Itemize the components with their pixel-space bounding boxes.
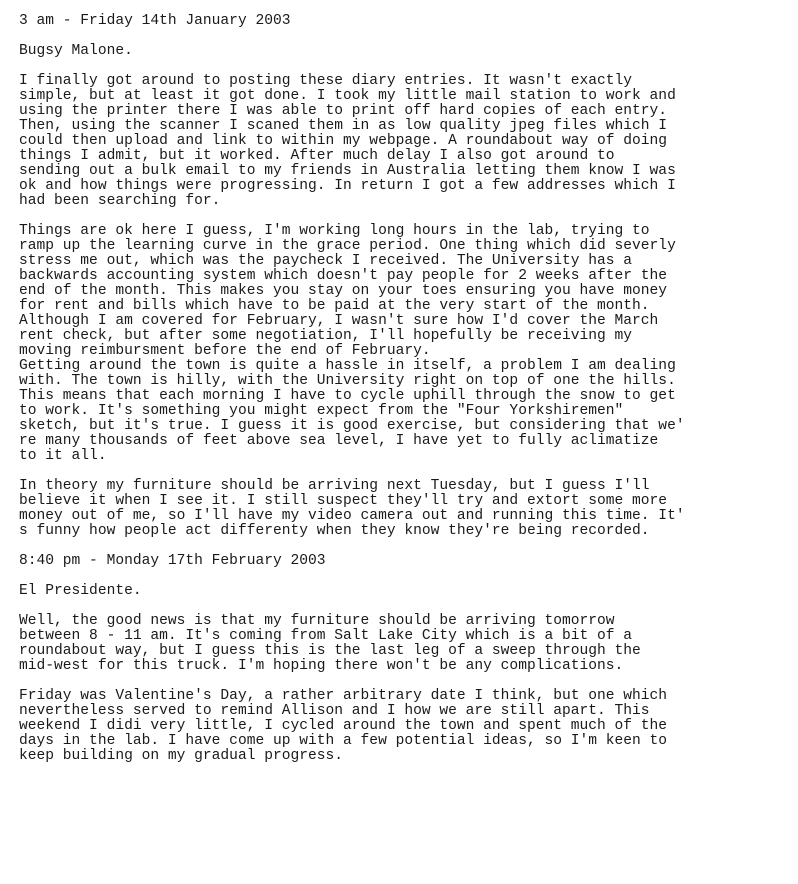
text-line: Getting around the town is quite a hassle in itself, a problem I am dealing bbox=[19, 358, 676, 374]
entry-paragraph bbox=[19, 74, 789, 209]
text-line: nevertheless served to remind Allison and I how we are still apart. This bbox=[19, 703, 650, 719]
text-line: sketch, but it's true. I guess it is good exercise, but considering that we' bbox=[19, 418, 685, 434]
entry-paragraph bbox=[19, 689, 789, 764]
text-line: Although I am covered for February, I wasn't sure how I'd cover the March bbox=[19, 313, 659, 329]
text-line: roundabout way, but I guess this is the last leg of a sweep through the bbox=[19, 643, 641, 659]
text-line: stress me out, which was the paycheck I received. The University has a bbox=[19, 253, 633, 269]
text-line: rent check, but after some negotiation, I'll hopefully be receiving my bbox=[19, 328, 633, 344]
text-line: Friday was Valentine's Day, a rather arbitrary date I think, but one which bbox=[19, 688, 668, 704]
entry-greeting: Bugsy Malone. bbox=[19, 43, 133, 59]
entry-heading: 3 am - Friday 14th January 2003 bbox=[19, 13, 291, 29]
entry-paragraph bbox=[19, 224, 789, 359]
text-line: ramp up the learning curve in the grace period. One thing which did severly bbox=[19, 238, 676, 254]
text-line: sending out a bulk email to my friends in Australia letting them know I was bbox=[19, 163, 676, 179]
diary-entry bbox=[19, 14, 789, 539]
text-line: believe it when I see it. I still suspect they'll try and extort some more bbox=[19, 493, 668, 509]
entry-paragraph bbox=[19, 359, 789, 464]
text-line: moving reimbursment before the end of February. bbox=[19, 343, 431, 359]
text-line: re many thousands of feet above sea level, I have yet to fully aclimatize bbox=[19, 433, 659, 449]
text-line: between 8 - 11 am. It's coming from Salt Lake City which is a bit of a bbox=[19, 628, 633, 644]
text-line: mid-west for this truck. I'm hoping there won't be any complications. bbox=[19, 658, 624, 674]
text-line: could then upload and link to within my webpage. A roundabout way of doing bbox=[19, 133, 668, 149]
text-line: Things are ok here I guess, I'm working long hours in the lab, trying to bbox=[19, 223, 650, 239]
text-line: Well, the good news is that my furniture should be arriving tomorrow bbox=[19, 613, 615, 629]
text-line: keep building on my gradual progress. bbox=[19, 748, 344, 764]
text-line: money out of me, so I'll have my video camera out and running this time. It' bbox=[19, 508, 685, 524]
entry-heading: 8:40 pm - Monday 17th February 2003 bbox=[19, 553, 326, 569]
diary-page bbox=[19, 14, 789, 779]
text-line: using the printer there I was able to print off hard copies of each entry. bbox=[19, 103, 668, 119]
text-line: backwards accounting system which doesn't pay people for 2 weeks after the bbox=[19, 268, 668, 284]
text-line: to it all. bbox=[19, 448, 107, 464]
text-line: days in the lab. I have come up with a few potential ideas, so I'm keen to bbox=[19, 733, 668, 749]
text-line: Then, using the scanner I scaned them in as low quality jpeg files which I bbox=[19, 118, 668, 134]
text-line: s funny how people act differenty when they know they're being recorded. bbox=[19, 523, 650, 539]
text-line: things I admit, but it worked. After much delay I also got around to bbox=[19, 148, 615, 164]
text-line: end of the month. This makes you stay on your toes ensuring you have money bbox=[19, 283, 668, 299]
entry-paragraph bbox=[19, 479, 789, 539]
text-line: I finally got around to posting these diary entries. It wasn't exactly bbox=[19, 73, 633, 89]
text-line: ok and how things were progressing. In return I got a few addresses which I bbox=[19, 178, 676, 194]
entry-greeting: El Presidente. bbox=[19, 583, 142, 599]
text-line: This means that each morning I have to cycle uphill through the snow to get bbox=[19, 388, 676, 404]
text-line: to work. It's something you might expect from the "Four Yorkshiremen" bbox=[19, 403, 624, 419]
text-line: had been searching for. bbox=[19, 193, 221, 209]
text-line: simple, but at least it got done. I took my little mail station to work and bbox=[19, 88, 676, 104]
text-line: for rent and bills which have to be paid at the very start of the month. bbox=[19, 298, 650, 314]
text-line: with. The town is hilly, with the University right on top of one the hills. bbox=[19, 373, 676, 389]
entry-paragraph bbox=[19, 614, 789, 674]
text-line: weekend I didi very little, I cycled around the town and spent much of the bbox=[19, 718, 668, 734]
diary-entry bbox=[19, 554, 789, 764]
text-line: In theory my furniture should be arriving next Tuesday, but I guess I'll bbox=[19, 478, 650, 494]
